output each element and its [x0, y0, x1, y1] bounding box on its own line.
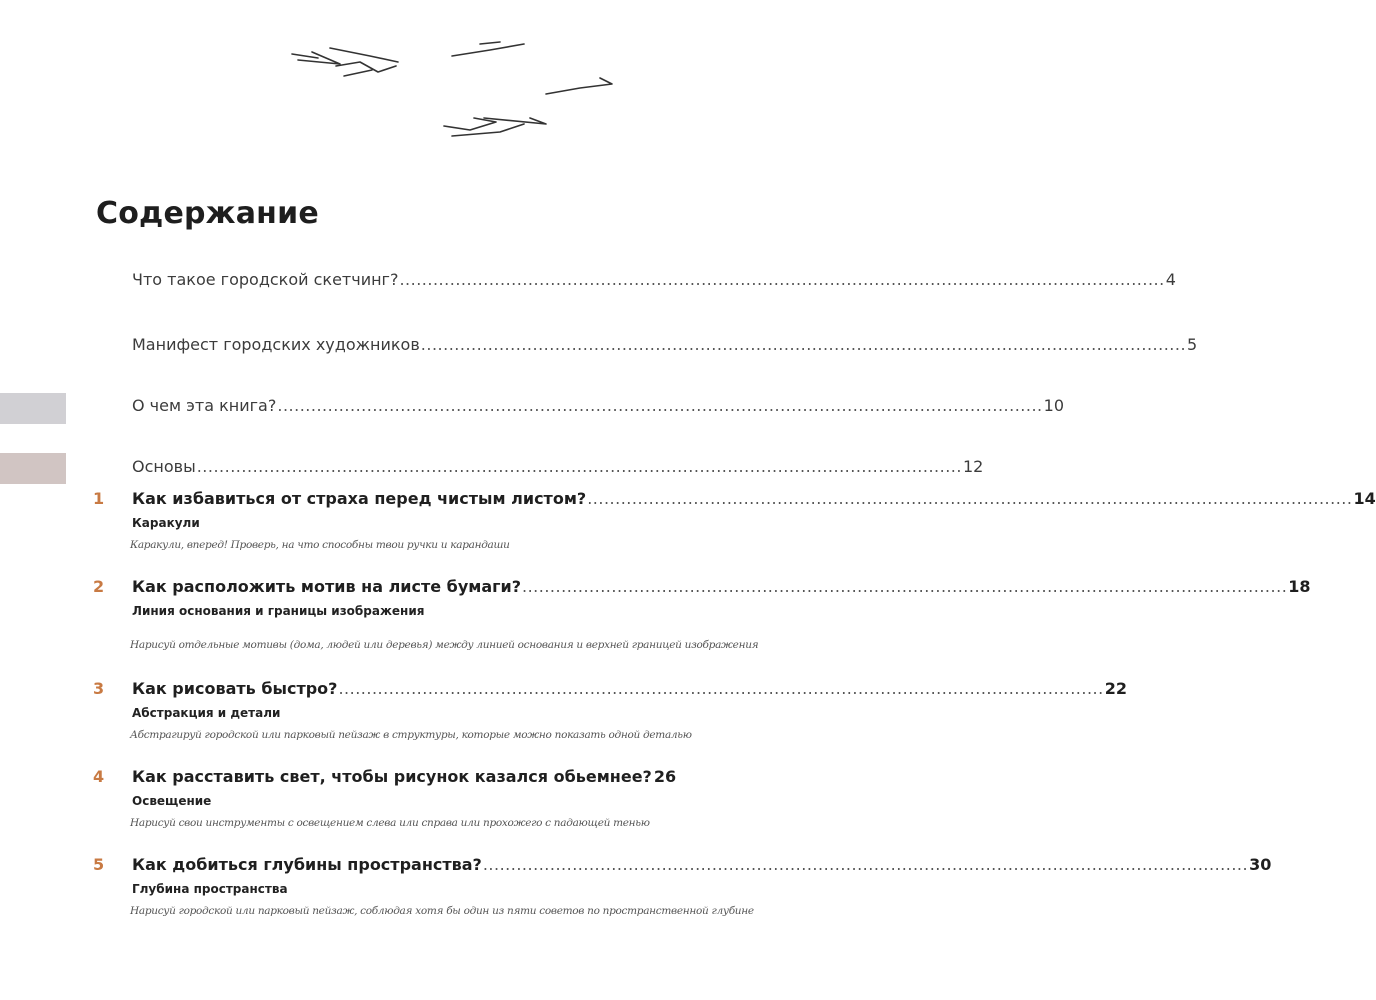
toc-entry-title: Что такое городской скетчинг? — [132, 270, 399, 289]
toc-entry-chapter[interactable] — [132, 489, 1376, 508]
toc-leader-dots: ......................................................................................................................................... — [399, 270, 1165, 289]
chapter-task: Нарисуй отдельные мотивы (дома, людей или деревья) между линией основания и верхней границей изображения — [130, 639, 759, 651]
page-title: Содержание — [96, 196, 319, 231]
toc-leader-dots: ......................................................................................................................................... — [482, 855, 1249, 874]
toc-entry-chapter[interactable] — [132, 679, 1127, 698]
scribble-doodles — [0, 0, 703, 160]
chapter-task: Нарисуй свои инструменты с освещением слева или справа или прохожего с падающей тенью — [130, 817, 650, 829]
section-tab-rose — [0, 453, 66, 484]
toc-entry-title: Как рисовать быстро? — [132, 679, 338, 698]
chapter-subtitle: Линия основания и границы изображения — [132, 604, 425, 618]
toc-leader-dots: ......................................................................................................................................... — [338, 679, 1104, 698]
toc-leader-dots: ......................................................................................................................................... — [587, 489, 1353, 508]
chapter-subtitle: Абстракция и детали — [132, 706, 281, 720]
toc-entry-page: 22 — [1104, 679, 1127, 698]
toc-entry-intro[interactable] — [132, 396, 1064, 415]
toc-entry-title: О чем эта книга? — [132, 396, 277, 415]
chapter-task: Нарисуй городской или парковый пейзаж, соблюдая хотя бы один из пяти советов по пространственной глубине — [130, 905, 754, 917]
chapter-number: 5 — [93, 855, 105, 874]
chapter-subtitle: Освещение — [132, 794, 212, 808]
chapter-number: 2 — [93, 577, 105, 596]
toc-entry-page: 18 — [1288, 577, 1311, 596]
chapter-subtitle: Глубина пространства — [132, 882, 288, 896]
toc-entry-page: 5 — [1187, 335, 1198, 354]
toc-entry-intro[interactable] — [132, 457, 984, 476]
chapter-subtitle: Каракули — [132, 516, 200, 530]
toc-entry-page: 14 — [1353, 489, 1376, 508]
toc-entry-title: Основы — [132, 457, 196, 476]
toc-entry-page: 10 — [1043, 396, 1064, 415]
toc-entry-page: 12 — [962, 457, 984, 476]
toc-leader-dots: ......................................................................................................................................... — [196, 457, 962, 476]
chapter-task: Абстрагируй городской или парковый пейзаж в структуры, которые можно показать одной деталью — [130, 729, 692, 741]
toc-entry-page: 26 — [653, 767, 677, 786]
toc-entry-chapter[interactable] — [132, 855, 1272, 874]
toc-leader-dots: ......................................................................................................................................... — [420, 335, 1187, 354]
chapter-number: 3 — [93, 679, 105, 698]
chapter-task: Каракули, вперед! Проверь, на что способны твои ручки и карандаши — [130, 539, 510, 551]
toc-entry-title: Как расставить свет, чтобы рисунок казался обьемнее? — [132, 767, 652, 786]
toc-leader-dots: ......................................................................................................................................... — [277, 396, 1043, 415]
toc-entry-title: Как расположить мотив на листе бумаги? — [132, 577, 521, 596]
toc-entry-chapter[interactable] — [132, 577, 1311, 596]
toc-entry-title: Как избавиться от страха перед чистым листом? — [132, 489, 587, 508]
toc-entry-intro[interactable] — [132, 270, 1176, 289]
toc-entry-title: Как добиться глубины пространства? — [132, 855, 482, 874]
chapter-number: 1 — [93, 489, 105, 508]
toc-leader-dots: ......................................................................................................................................... — [522, 577, 1288, 596]
toc-entry-page: 30 — [1249, 855, 1272, 874]
toc-entry-title: Манифест городских художников — [132, 335, 420, 354]
section-tab-gray — [0, 393, 66, 424]
toc-entry-chapter[interactable] — [132, 767, 677, 786]
toc-entry-page: 4 — [1165, 270, 1176, 289]
chapter-number: 4 — [93, 767, 105, 786]
toc-entry-intro[interactable] — [132, 335, 1198, 354]
